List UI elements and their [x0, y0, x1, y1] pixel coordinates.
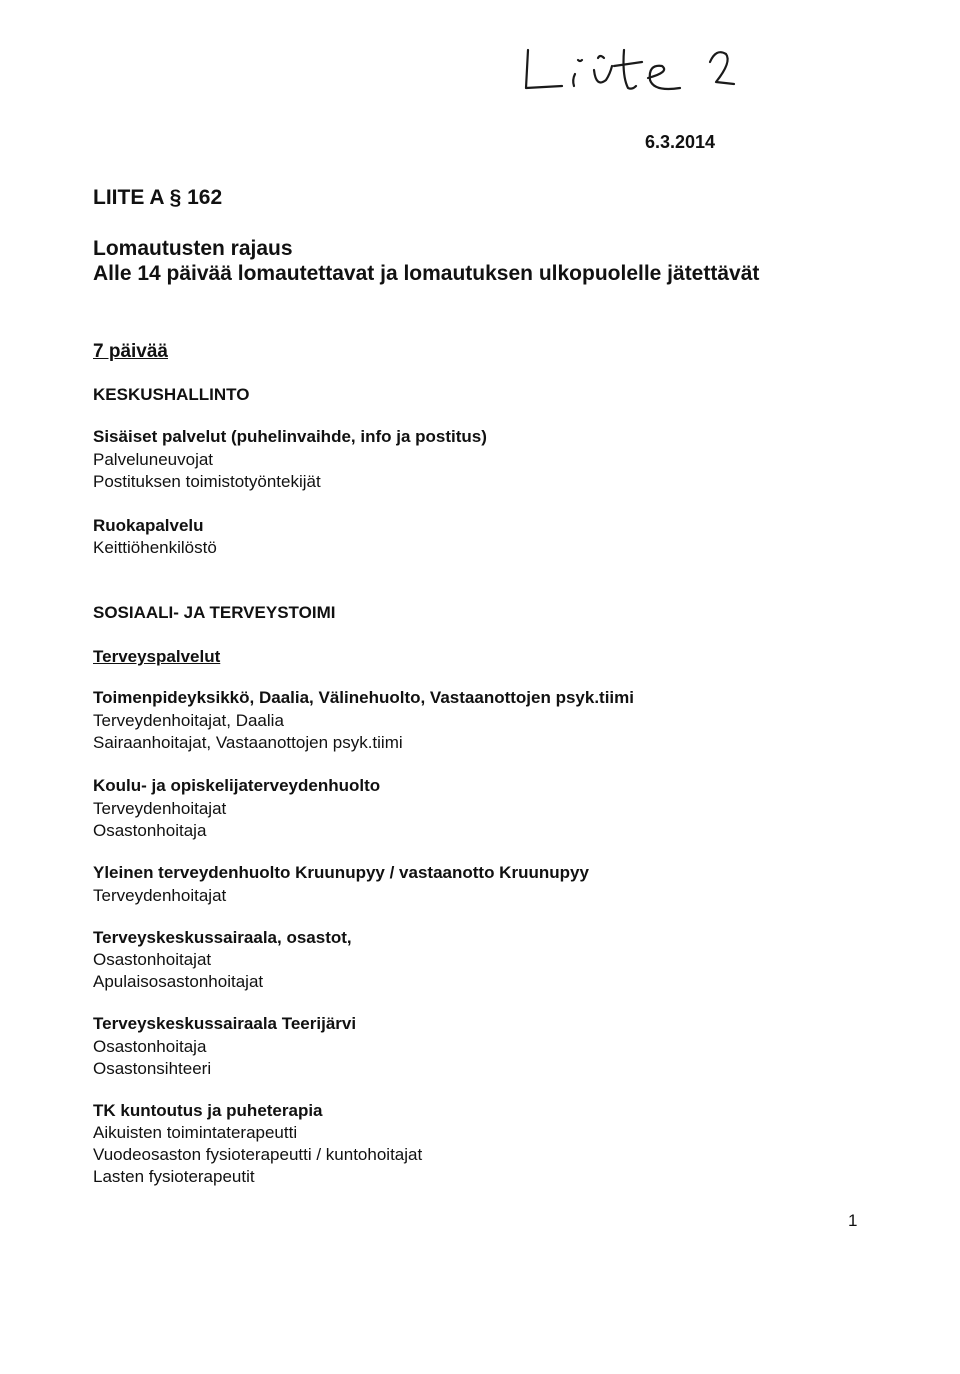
list-item: Palveluneuvojat: [93, 450, 214, 469]
document-subtitle: Alle 14 päivää lomautettavat ja lomautuksen ulkopuolelle jätettävät: [93, 262, 760, 285]
appendix-reference: LIITE A § 162: [93, 186, 223, 209]
group-heading: TK kuntoutus ja puheterapia: [93, 1101, 323, 1120]
list-item: Osastonhoitaja: [93, 1037, 207, 1056]
list-item: Terveydenhoitajat: [93, 799, 227, 818]
group-heading: Toimenpideyksikkö, Daalia, Välinehuolto, Vastaanottojen psyk.tiimi: [93, 688, 634, 707]
list-item: Lasten fysioterapeutit: [93, 1167, 255, 1186]
list-item: Terveydenhoitajat, Daalia: [93, 711, 284, 730]
list-item: Terveydenhoitajat: [93, 886, 227, 905]
list-item: Apulaisosastonhoitajat: [93, 972, 264, 991]
group-heading: Ruokapalvelu: [93, 516, 204, 535]
list-item: Osastonsihteeri: [93, 1059, 212, 1078]
group-heading: Sisäiset palvelut (puhelinvaihde, info ja postitus): [93, 427, 487, 446]
list-item: Aikuisten toimintaterapeutti: [93, 1123, 298, 1142]
group-heading: Koulu- ja opiskelijaterveydenhuolto: [93, 776, 381, 795]
duration-heading: 7 päivää: [93, 341, 168, 362]
department-heading: SOSIAALI- JA TERVEYSTOIMI: [93, 603, 336, 622]
department-heading: KESKUSHALLINTO: [93, 385, 250, 404]
page-number: 1: [848, 1211, 858, 1230]
handwritten-note: [520, 40, 760, 120]
list-item: Keittiöhenkilöstö: [93, 538, 217, 557]
list-item: Osastonhoitajat: [93, 950, 212, 969]
document-date: 6.3.2014: [645, 132, 716, 152]
group-heading: Terveyskeskussairaala Teerijärvi: [93, 1014, 357, 1033]
list-item: Postituksen toimistotyöntekijät: [93, 472, 321, 491]
group-heading: Yleinen terveydenhuolto Kruunupyy / vastaanotto Kruunupyy: [93, 863, 589, 882]
list-item: Osastonhoitaja: [93, 821, 207, 840]
subsection-heading: Terveyspalvelut: [93, 647, 221, 666]
list-item: Sairaanhoitajat, Vastaanottojen psyk.tiimi: [93, 733, 403, 752]
list-item: Vuodeosaston fysioterapeutti / kuntohoitajat: [93, 1145, 423, 1164]
document-title: Lomautusten rajaus: [93, 237, 293, 260]
group-heading: Terveyskeskussairaala, osastot,: [93, 928, 352, 947]
